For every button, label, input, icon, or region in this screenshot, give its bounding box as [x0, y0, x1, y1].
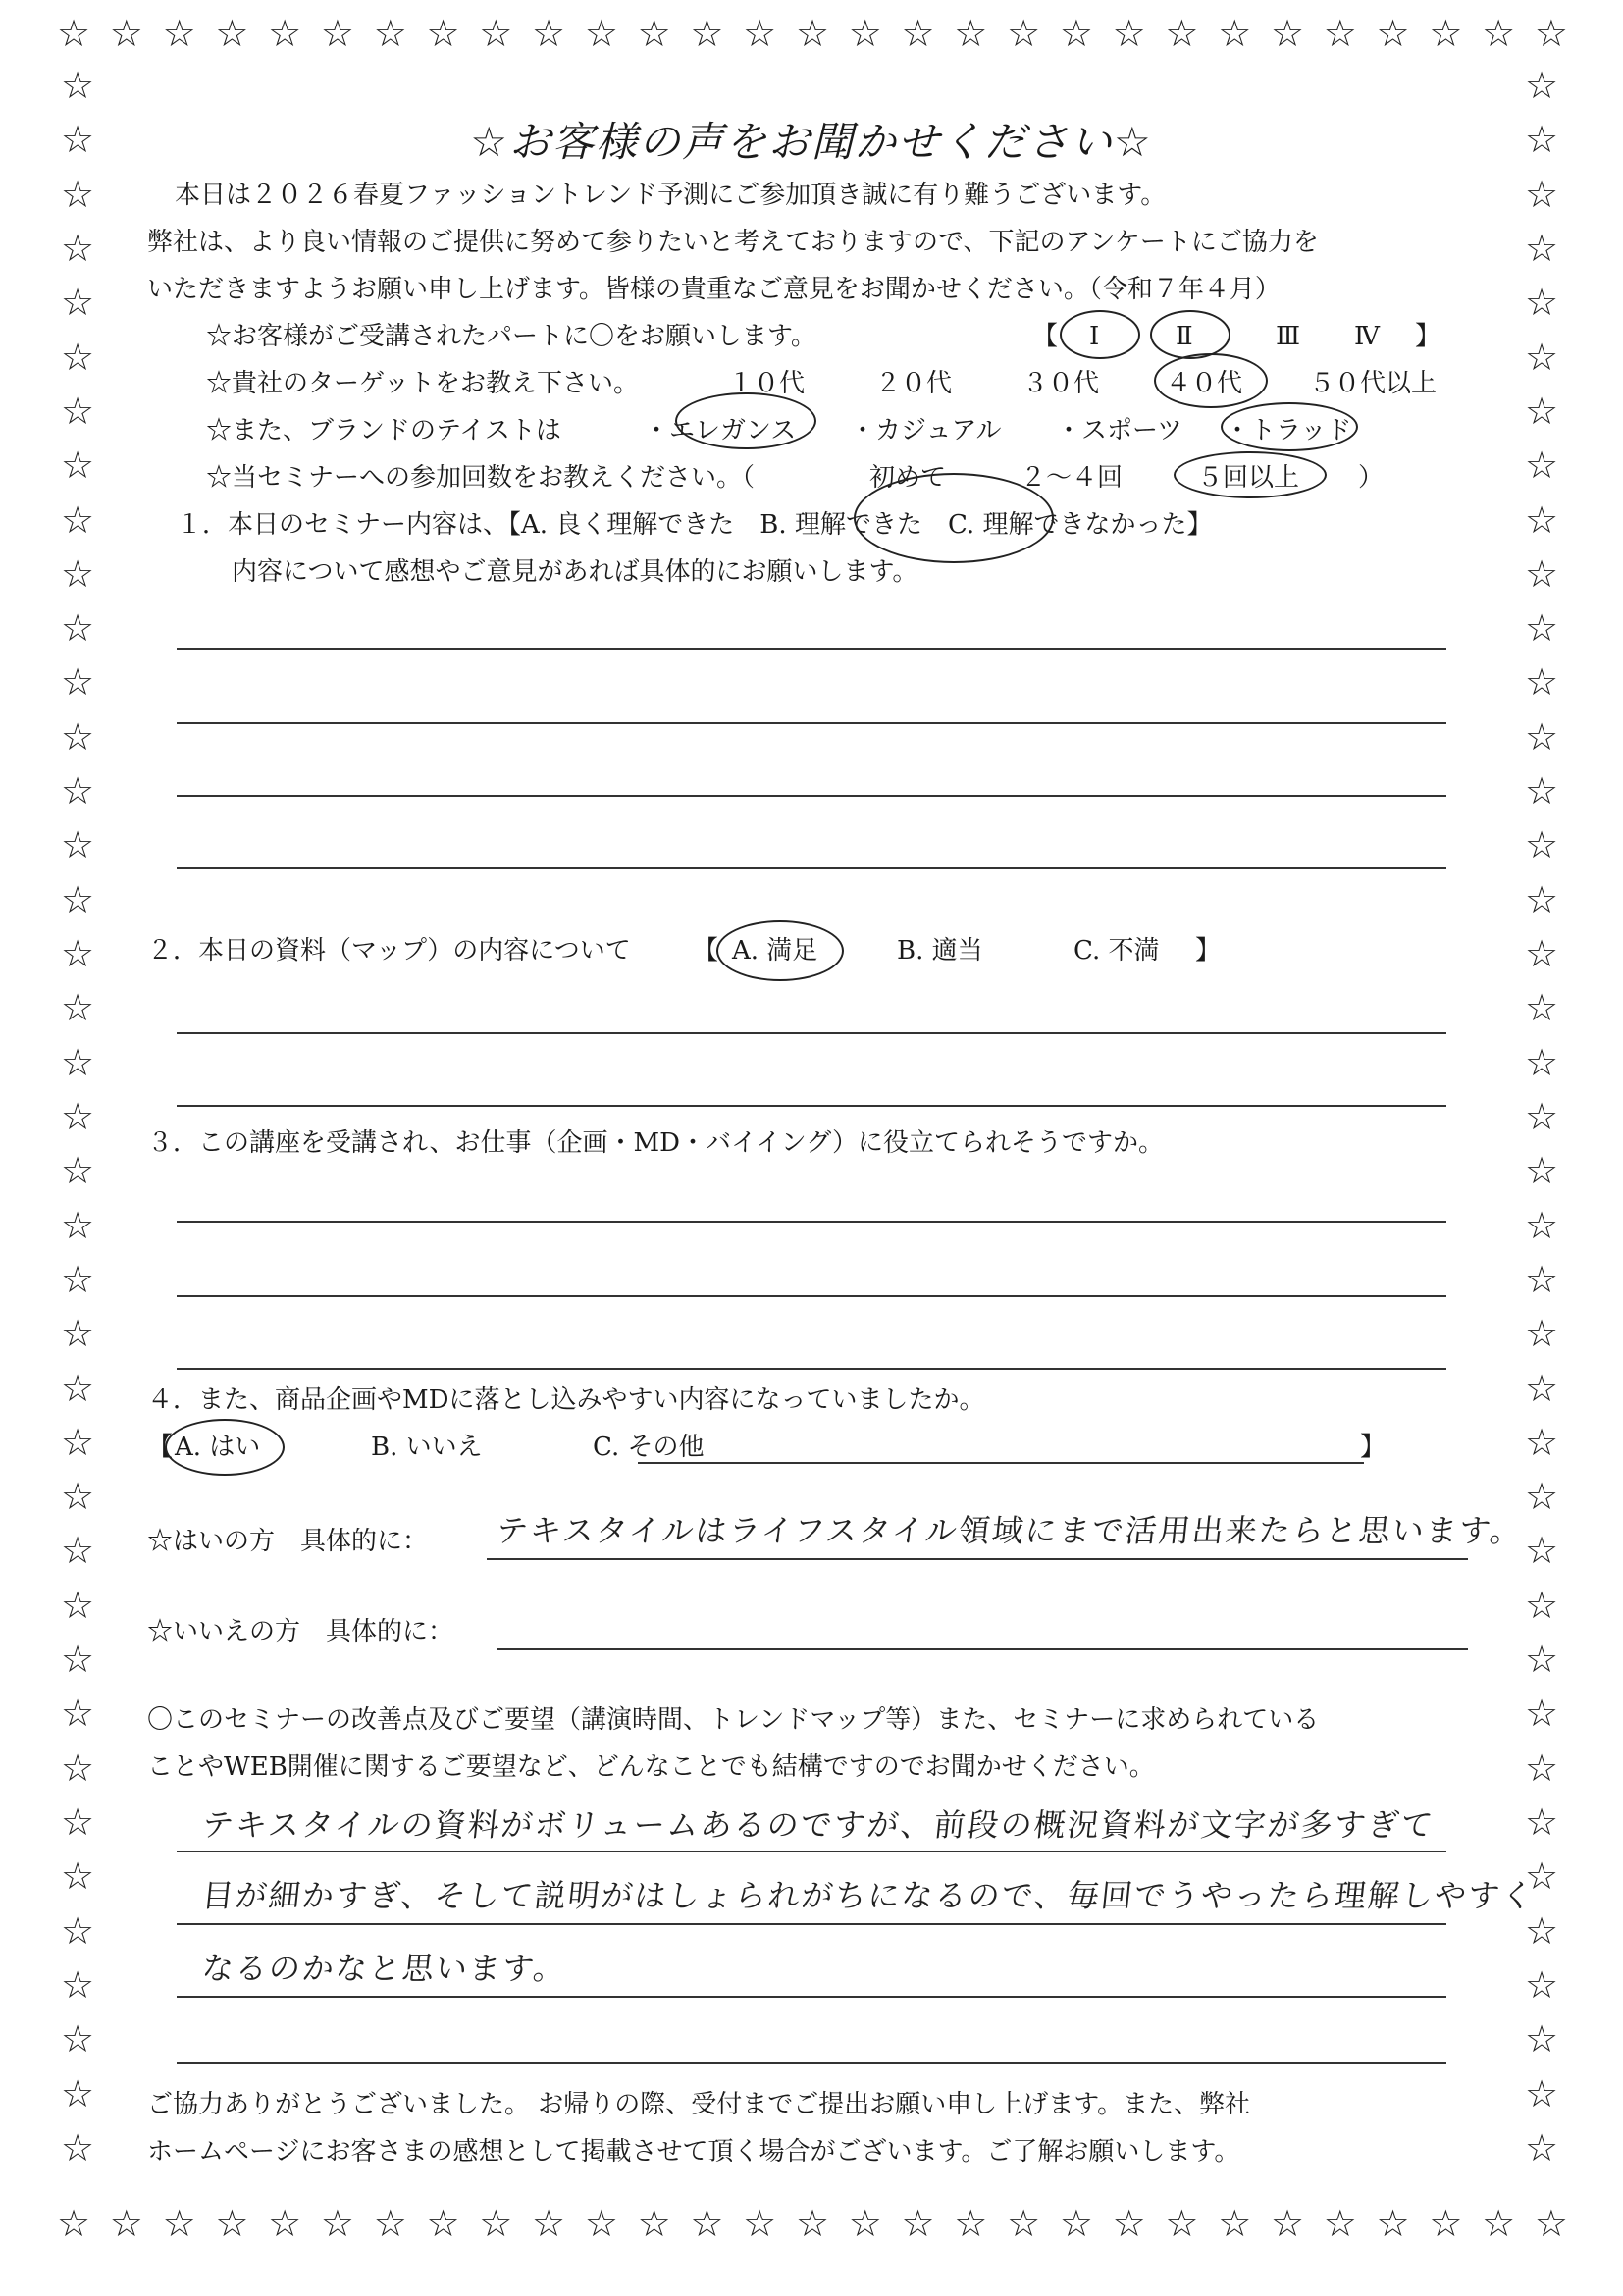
star-icon: ☆: [1218, 2202, 1252, 2245]
q4-option-b[interactable]: B. いいえ: [371, 1433, 483, 1462]
star-icon: ☆: [1524, 444, 1559, 488]
star-icon: ☆: [584, 2202, 618, 2245]
star-icon: ☆: [1524, 1094, 1559, 1138]
no-specific-label: ☆いいえの方 具体的に：: [147, 1617, 454, 1646]
star-icon: ☆: [1524, 2017, 1559, 2061]
improve-line-2: ことやWEB開催に関するご要望など、どんなことでも結構ですのでお聞かせください。: [147, 1752, 1155, 1782]
q3-answer-line-3: [177, 1368, 1446, 1370]
star-icon: ☆: [1429, 2202, 1463, 2245]
star-icon: ☆: [1524, 1583, 1559, 1627]
star-icon: ☆: [1524, 660, 1559, 704]
q4-option-a[interactable]: A. はい: [175, 1433, 261, 1462]
star-icon: ☆: [1524, 1312, 1559, 1356]
star-icon: ☆: [426, 2202, 460, 2245]
q1-answer-line-4: [177, 867, 1446, 869]
star-icon: ☆: [60, 1257, 95, 1301]
star-icon: ☆: [1524, 1420, 1559, 1464]
star-icon: ☆: [1524, 1257, 1559, 1301]
star-icon: ☆: [795, 12, 830, 55]
star-icon: ☆: [954, 12, 988, 55]
star-icon: ☆: [60, 172, 95, 216]
q-part-bracket-open: 【: [1032, 322, 1059, 351]
q-taste-option-sports[interactable]: ・スポーツ: [1056, 416, 1182, 445]
handwritten-circle-40s: [1154, 353, 1268, 408]
star-icon: ☆: [1524, 1529, 1559, 1573]
star-icon: ☆: [848, 12, 882, 55]
star-icon: ☆: [60, 1475, 95, 1519]
intro-line-2: 弊社は、より良い情報のご提供に努めて参りたいと考えておりますので、下記のアンケートにご協力を: [147, 228, 1319, 257]
closing-line-1: ご協力ありがとうございました。 お帰りの際、受付までご提出お願い申し上げます。また、弊社: [147, 2090, 1251, 2119]
star-icon: ☆: [690, 12, 724, 55]
q2-option-c[interactable]: C. 不満: [1073, 936, 1160, 965]
star-icon: ☆: [60, 335, 95, 379]
q-target-option-30s[interactable]: ３０代: [1022, 369, 1100, 398]
star-icon: ☆: [60, 1583, 95, 1627]
star-icon: ☆: [1524, 2125, 1559, 2169]
star-icon: ☆: [268, 12, 302, 55]
star-icon: ☆: [1524, 714, 1559, 758]
star-border-top: [57, 14, 1568, 53]
star-icon: ☆: [1429, 12, 1463, 55]
star-icon: ☆: [60, 1908, 95, 1953]
q2-option-b[interactable]: B. 適当: [897, 936, 983, 965]
star-icon: ☆: [60, 1962, 95, 2007]
improve-answer-line-1[interactable]: テキスタイルの資料がボリュームあるのですが、前段の概況資料が文字が多すぎて: [200, 1806, 1437, 1844]
star-icon: ☆: [1376, 2202, 1410, 2245]
improve-line-1: 〇このセミナーの改善点及びご要望（講演時間、トレンドマップ等）また、セミナーに求められている: [147, 1705, 1320, 1735]
star-icon: ☆: [1112, 12, 1146, 55]
improve-answer-line-3[interactable]: なるのかなと思います。: [200, 1950, 569, 1987]
star-icon: ☆: [1524, 1800, 1559, 1844]
star-icon: ☆: [584, 12, 618, 55]
q-count-option-first[interactable]: 初めて: [869, 463, 947, 493]
intro-line-3: いただきますようお願い申し上げます。皆様の貴重なご意見をお聞かせください。（令和７年４月）: [147, 275, 1281, 304]
star-icon: ☆: [109, 12, 143, 55]
star-icon: ☆: [848, 2202, 882, 2245]
q-target-option-20s[interactable]: ２０代: [875, 369, 953, 398]
star-icon: ☆: [60, 2125, 95, 2169]
q4-other-line: [638, 1462, 1364, 1464]
star-icon: ☆: [1524, 2071, 1559, 2115]
handwritten-circle-part-2: [1150, 310, 1230, 359]
q2-bracket-open: 【: [693, 936, 719, 965]
q-count-close: ）: [1358, 463, 1385, 493]
q1-answer-line-1: [177, 648, 1446, 650]
q-taste-option-trad[interactable]: ・トラッド: [1225, 416, 1352, 445]
star-icon: ☆: [60, 1420, 95, 1464]
star-icon: ☆: [1059, 12, 1093, 55]
handwritten-circle-q4-a: [165, 1419, 285, 1476]
star-icon: ☆: [57, 2202, 91, 2245]
star-icon: ☆: [1524, 335, 1559, 379]
star-icon: ☆: [1524, 823, 1559, 867]
yes-specific-line: [487, 1558, 1468, 1560]
star-icon: ☆: [954, 2202, 988, 2245]
star-icon: ☆: [690, 2202, 724, 2245]
star-icon: ☆: [795, 2202, 830, 2245]
q3-label: ３．この講座を受講され、お仕事（企画・MD・バイイング）に役立てられそうですか。: [147, 1128, 1164, 1158]
q3-answer-line-2: [177, 1295, 1446, 1297]
star-icon: ☆: [1534, 2202, 1568, 2245]
star-icon: ☆: [60, 551, 95, 596]
star-icon: ☆: [60, 714, 95, 758]
q-part-option-3[interactable]: Ⅲ: [1276, 322, 1301, 351]
q3-answer-line-1: [177, 1221, 1446, 1223]
star-icon: ☆: [60, 1529, 95, 1573]
star-icon: ☆: [743, 2202, 777, 2245]
star-icon: ☆: [60, 1854, 95, 1899]
q-target-option-10s[interactable]: １０代: [728, 369, 806, 398]
q4-bracket-close: 】: [1360, 1433, 1387, 1462]
star-icon: ☆: [1059, 2202, 1093, 2245]
star-icon: ☆: [901, 12, 935, 55]
q-part-option-1[interactable]: Ⅰ: [1089, 322, 1100, 351]
star-icon: ☆: [60, 2017, 95, 2061]
q4-option-c[interactable]: C. その他: [593, 1433, 705, 1462]
star-icon: ☆: [1524, 1366, 1559, 1410]
star-border-right: [1519, 64, 1564, 2169]
star-icon: ☆: [1524, 606, 1559, 651]
star-icon: ☆: [1524, 1149, 1559, 1193]
q1-line-2: 内容について感想やご意見があれば具体的にお願いします。: [232, 557, 918, 587]
star-icon: ☆: [60, 877, 95, 921]
star-icon: ☆: [60, 64, 95, 107]
star-icon: ☆: [1524, 551, 1559, 596]
star-icon: ☆: [1524, 932, 1559, 975]
star-icon: ☆: [60, 823, 95, 867]
handwritten-circle-q2-a: [716, 920, 844, 981]
star-icon: ☆: [60, 281, 95, 325]
star-icon: ☆: [637, 12, 671, 55]
star-icon: ☆: [1524, 1203, 1559, 1247]
star-icon: ☆: [60, 1692, 95, 1736]
q-count-label: ☆当セミナーへの参加回数をお教えください。（: [206, 463, 756, 493]
star-icon: ☆: [1524, 172, 1559, 216]
improve-answer-line-2[interactable]: 目が細かすぎ、そして説明がはしょられがちになるので、毎回でうやったら理解しやすく: [200, 1877, 1538, 1914]
star-icon: ☆: [1007, 2202, 1041, 2245]
star-icon: ☆: [60, 497, 95, 542]
star-icon: ☆: [1165, 2202, 1199, 2245]
star-icon: ☆: [1524, 64, 1559, 107]
star-icon: ☆: [1323, 2202, 1357, 2245]
q2-bracket-close: 】: [1195, 936, 1222, 965]
star-icon: ☆: [637, 2202, 671, 2245]
improve-rule-4: [177, 2062, 1446, 2064]
star-icon: ☆: [1524, 226, 1559, 270]
star-icon: ☆: [1524, 1692, 1559, 1736]
star-icon: ☆: [1524, 497, 1559, 542]
star-icon: ☆: [479, 2202, 513, 2245]
q-taste-option-elegance[interactable]: ・エレガンス: [644, 416, 797, 445]
star-icon: ☆: [1524, 769, 1559, 813]
handwritten-circle-part-1: [1060, 310, 1140, 359]
handwritten-circle-5plus: [1174, 451, 1327, 498]
star-icon: ☆: [1165, 12, 1199, 55]
q-part-bracket-close: 】: [1415, 322, 1441, 351]
q2-answer-line-2: [177, 1105, 1446, 1107]
yes-specific-answer[interactable]: テキスタイルはライフスタイル領域にまで活用出来たらと思います。: [495, 1512, 1526, 1549]
improve-rule-1: [177, 1851, 1446, 1852]
star-icon: ☆: [162, 12, 196, 55]
star-icon: ☆: [215, 2202, 249, 2245]
handwritten-circle-q1-b: [854, 473, 1054, 563]
star-icon: ☆: [373, 12, 407, 55]
star-icon: ☆: [1524, 1475, 1559, 1519]
star-icon: ☆: [60, 226, 95, 270]
star-icon: ☆: [60, 444, 95, 488]
star-icon: ☆: [1524, 877, 1559, 921]
star-icon: ☆: [1524, 1040, 1559, 1084]
improve-rule-3: [177, 1996, 1446, 1998]
star-icon: ☆: [426, 12, 460, 55]
star-icon: ☆: [1482, 12, 1516, 55]
q-taste-label: ☆また、ブランドのテイストは: [206, 416, 561, 445]
star-icon: ☆: [373, 2202, 407, 2245]
no-specific-line: [497, 1648, 1468, 1650]
star-icon: ☆: [1524, 1854, 1559, 1899]
star-icon: ☆: [60, 2071, 95, 2115]
star-icon: ☆: [60, 660, 95, 704]
star-icon: ☆: [1112, 2202, 1146, 2245]
star-border-bottom: [57, 2204, 1568, 2243]
star-icon: ☆: [60, 1203, 95, 1247]
star-icon: ☆: [60, 606, 95, 651]
star-icon: ☆: [1524, 281, 1559, 325]
star-icon: ☆: [60, 1746, 95, 1790]
q-target-label: ☆貴社のターゲットをお教え下さい。: [206, 369, 639, 398]
star-icon: ☆: [1376, 12, 1410, 55]
q-part-label: ☆お客様がご受講されたパートに〇をお願いします。: [206, 322, 816, 351]
star-icon: ☆: [1524, 1908, 1559, 1953]
q2-option-a[interactable]: A. 満足: [732, 936, 818, 965]
star-icon: ☆: [60, 1149, 95, 1193]
star-icon: ☆: [1524, 389, 1559, 433]
star-icon: ☆: [60, 1800, 95, 1844]
star-icon: ☆: [1270, 12, 1305, 55]
handwritten-circle-trad: [1221, 402, 1358, 451]
improve-rule-2: [177, 1923, 1446, 1925]
yes-specific-label: ☆はいの方 具体的に：: [147, 1527, 429, 1556]
star-icon: ☆: [320, 2202, 354, 2245]
star-icon: ☆: [1524, 1962, 1559, 2007]
q2-answer-line-1: [177, 1032, 1446, 1034]
star-icon: ☆: [1007, 12, 1041, 55]
star-icon: ☆: [743, 12, 777, 55]
star-icon: ☆: [1524, 1746, 1559, 1790]
handwritten-circle-elegance: [675, 392, 816, 449]
star-icon: ☆: [60, 1638, 95, 1682]
q1-answer-line-3: [177, 795, 1446, 797]
star-icon: ☆: [532, 12, 566, 55]
intro-line-1: 本日は２０２６春夏ファッショントレンド予測にご参加頂き誠に有り難うございます。: [175, 181, 1167, 210]
star-icon: ☆: [60, 1312, 95, 1356]
q4-bracket-open: 【: [147, 1433, 174, 1462]
closing-line-2: ホームページにお客さまの感想として掲載させて頂く場合がございます。ご了解お願いします。: [147, 2137, 1240, 2166]
q-part-option-2[interactable]: Ⅱ: [1176, 322, 1193, 351]
star-border-left: [55, 64, 100, 2169]
star-icon: ☆: [60, 1040, 95, 1084]
q-count-option-2-4[interactable]: ２～４回: [1021, 463, 1124, 493]
star-icon: ☆: [60, 1366, 95, 1410]
q-target-option-50s-plus[interactable]: ５０代以上: [1309, 369, 1438, 398]
star-icon: ☆: [109, 2202, 143, 2245]
star-icon: ☆: [1482, 2202, 1516, 2245]
star-icon: ☆: [901, 2202, 935, 2245]
q-target-option-40s[interactable]: ４０代: [1166, 369, 1243, 398]
star-icon: ☆: [268, 2202, 302, 2245]
star-icon: ☆: [1524, 118, 1559, 162]
star-icon: ☆: [532, 2202, 566, 2245]
star-icon: ☆: [320, 12, 354, 55]
q-part-option-4[interactable]: Ⅳ: [1354, 322, 1380, 351]
star-icon: ☆: [479, 12, 513, 55]
page-title: ☆お客様の声をお聞かせください☆: [470, 118, 1153, 166]
q1-line-1: １．本日のセミナー内容は、【A. 良く理解できた B. 理解できた C. 理解できなかった】: [177, 510, 1213, 540]
q-taste-option-casual[interactable]: ・カジュアル: [850, 416, 1002, 445]
q4-label: ４．また、商品企画やMDに落とし込みやすい内容になっていましたか。: [147, 1385, 985, 1415]
q-count-option-5plus[interactable]: ５回以上: [1197, 463, 1300, 493]
star-icon: ☆: [60, 932, 95, 975]
star-icon: ☆: [162, 2202, 196, 2245]
q1-answer-line-2: [177, 722, 1446, 724]
star-icon: ☆: [60, 118, 95, 162]
star-icon: ☆: [57, 12, 91, 55]
star-icon: ☆: [1534, 12, 1568, 55]
star-icon: ☆: [215, 12, 249, 55]
star-icon: ☆: [1218, 12, 1252, 55]
star-icon: ☆: [60, 769, 95, 813]
star-icon: ☆: [60, 986, 95, 1030]
star-icon: ☆: [60, 389, 95, 433]
star-icon: ☆: [1270, 2202, 1305, 2245]
star-icon: ☆: [1524, 1638, 1559, 1682]
star-icon: ☆: [60, 1094, 95, 1138]
star-icon: ☆: [1323, 12, 1357, 55]
star-icon: ☆: [1524, 986, 1559, 1030]
q2-label: ２．本日の資料（マップ）の内容について: [147, 936, 631, 965]
